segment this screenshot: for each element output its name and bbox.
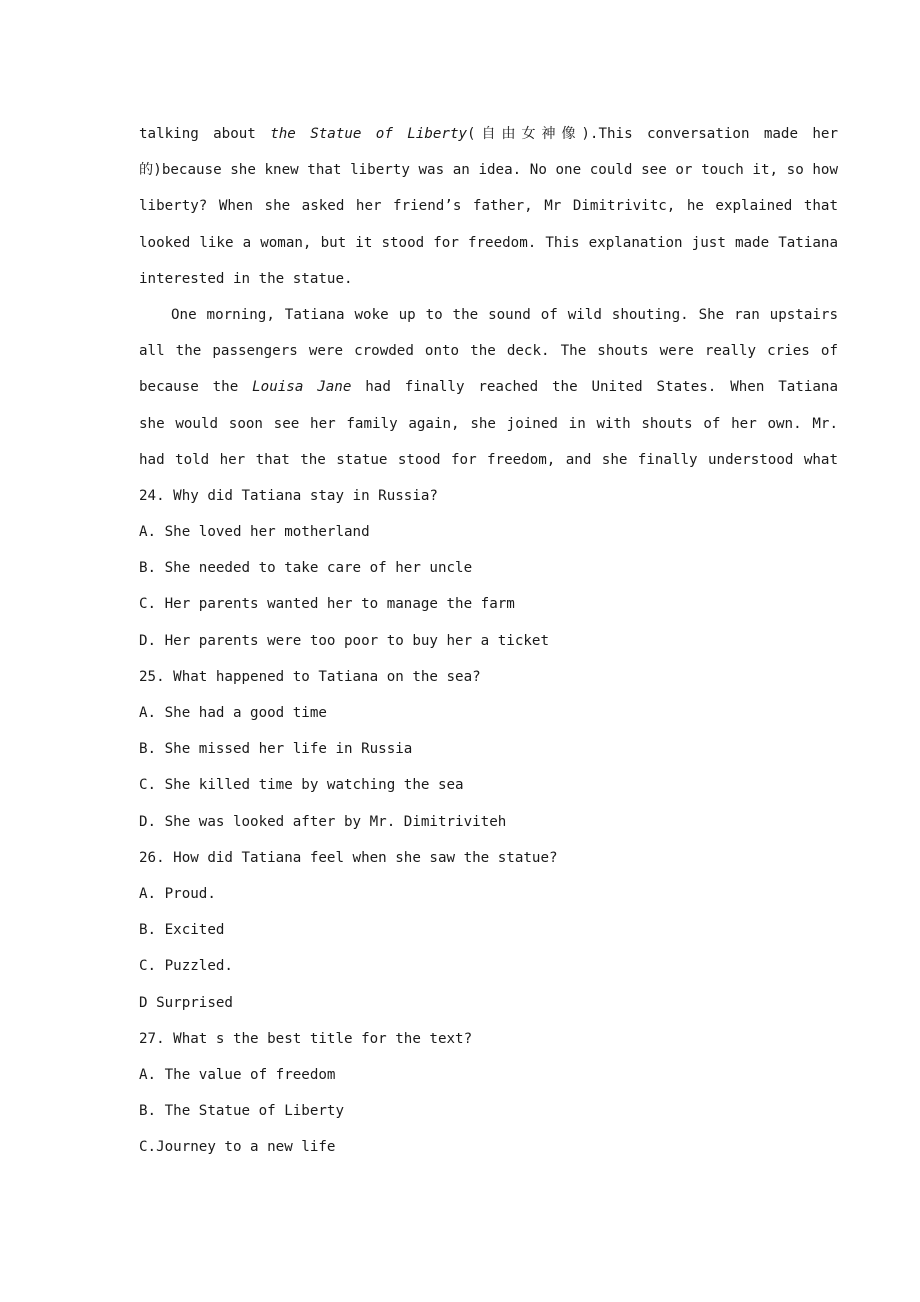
question-25 xyxy=(139,659,838,840)
answer-option: A. The value of freedom xyxy=(139,1066,336,1083)
passage-line: all the passengers were crowded onto the deck. The shouts were really cries of xyxy=(139,343,838,360)
passage-line: had told her that the statue stood for freedom, and she finally understood what xyxy=(139,451,838,468)
answer-option: D. She was looked after by Mr. Dimitriviteh xyxy=(139,813,507,830)
passage-text: had finally reached the United States. When Tatiana xyxy=(365,379,838,396)
passage-line: One morning, Tatiana woke up to the sound of wild shouting. She ran upstairs xyxy=(171,306,838,323)
passage-line: looked like a woman, but it stood for freedom. This explanation just made Tatiana xyxy=(139,234,838,251)
answer-option: B. Excited xyxy=(139,922,225,939)
answer-option: C. Her parents wanted her to manage the farm xyxy=(139,596,515,613)
question-stem: 24. Why did Tatiana stay in Russia? xyxy=(139,487,438,504)
question-24 xyxy=(139,478,838,659)
question-stem: 25. What happened to Tatiana on the sea? xyxy=(139,668,481,685)
answer-option: A. Proud. xyxy=(139,885,216,902)
passage-italic-text: Louisa Jane xyxy=(252,379,352,396)
answer-option: C.Journey to a new life xyxy=(139,1139,336,1156)
question-26 xyxy=(139,840,838,1021)
passage-line xyxy=(139,116,838,152)
passage-line: she would soon see her family again, she joined in with shouts of her own. Mr. xyxy=(139,415,838,432)
passage-line: interested in the statue. xyxy=(139,270,353,287)
passage-line xyxy=(139,369,838,405)
passage-italic-text: the Statue of Liberty xyxy=(270,126,468,142)
answer-option: D. Her parents were too poor to buy her a ticket xyxy=(139,632,549,649)
question-stem: 26. How did Tatiana feel when she saw the statue? xyxy=(139,849,558,866)
question-list xyxy=(139,478,838,1166)
question-27 xyxy=(139,1021,838,1166)
passage-line: 的)because she knew that liberty was an idea. No one could see or touch it, so how xyxy=(139,162,838,179)
answer-option: D Surprised xyxy=(139,994,233,1011)
passage-text: because the xyxy=(139,379,253,396)
question-stem: 27. What s the best title for the text? xyxy=(139,1030,473,1047)
reading-passage xyxy=(139,116,838,478)
passage-line: liberty? When she asked her friend’s father, Mr Dimitrivitc, he explained that xyxy=(139,198,838,215)
answer-option: B. She needed to take care of her uncle xyxy=(139,560,473,577)
answer-option: A. She loved her motherland xyxy=(139,524,370,541)
passage-text: talking about xyxy=(139,126,271,142)
answer-option: B. The Statue of Liberty xyxy=(139,1103,344,1120)
answer-option: B. She missed her life in Russia xyxy=(139,741,413,758)
answer-option: C. She killed time by watching the sea xyxy=(139,777,464,794)
passage-text: (自由女神像).This conversation made her xyxy=(467,126,838,142)
answer-option: C. Puzzled. xyxy=(139,958,233,975)
answer-option: A. She had a good time xyxy=(139,705,327,721)
